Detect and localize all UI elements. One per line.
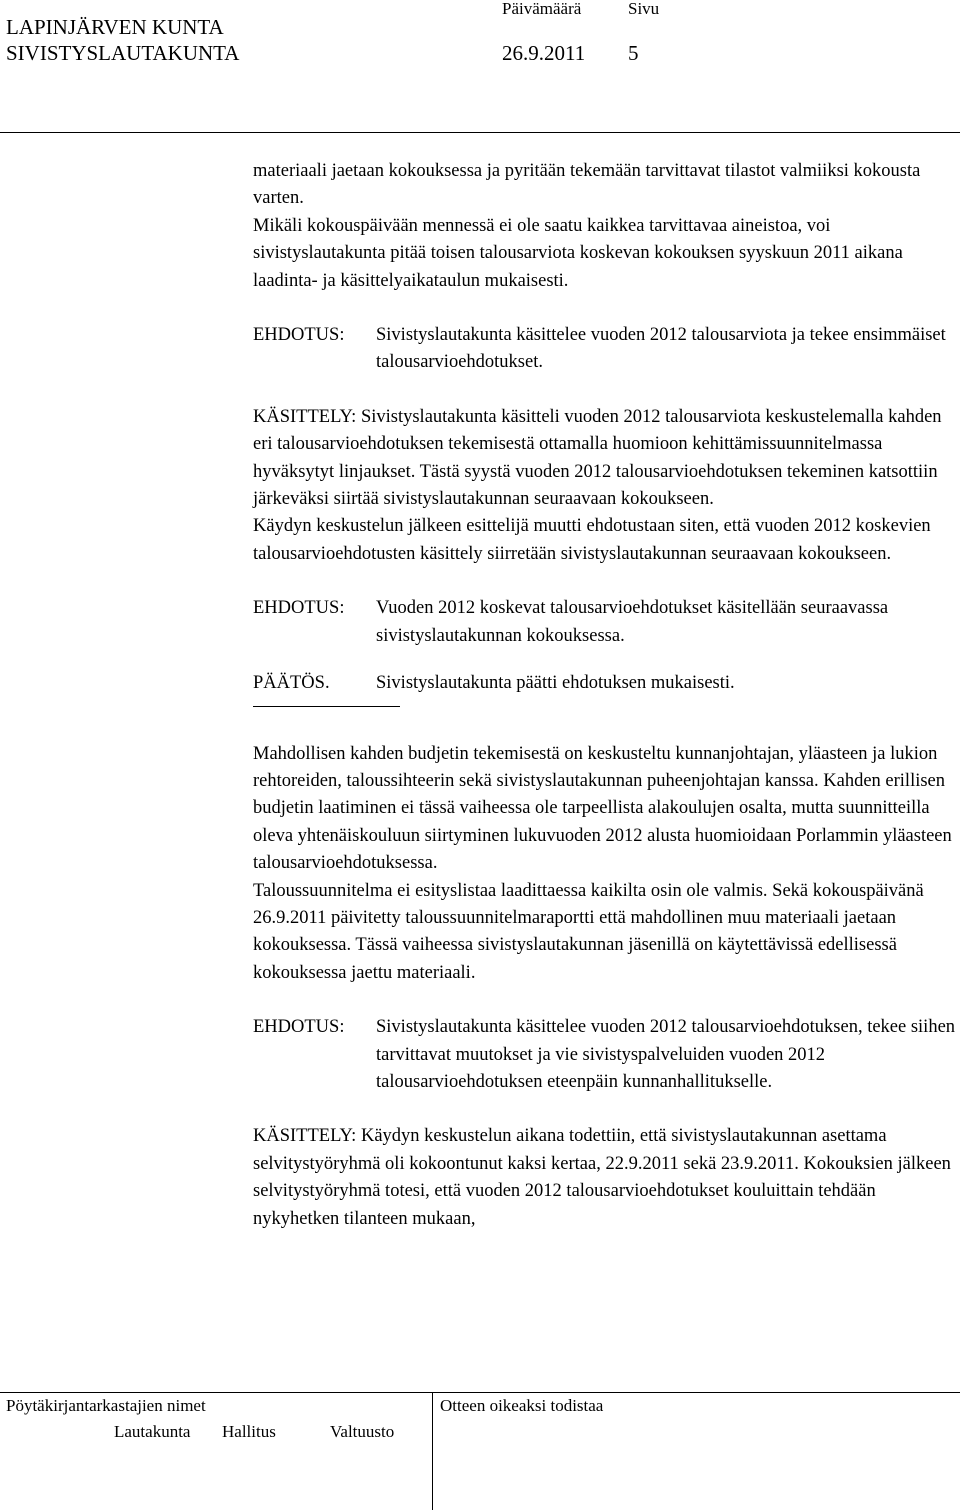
proposal-block — [253, 595, 960, 650]
section-divider — [253, 706, 400, 707]
proposal-label: EHDOTUS: — [253, 325, 345, 346]
government-label: Hallitus — [222, 1422, 276, 1441]
page-number: 5 — [628, 41, 639, 65]
paragraph: Mikäli kokouspäivään mennessä ei ole saatu kaikkea tarvittavaa aineistoa, voi sivistyslautakunta pitää toisen talousarviota koskevan kokouksen syyskuun 2011 aikana laadinta- ja käsittelyaikataulun mukaisesti. — [253, 215, 903, 291]
paragraph: materiaali jaetaan kokouksessa ja pyritään tekemään tarvittavat tilastot valmiiksi kokousta varten. — [253, 161, 921, 209]
handling-label: KÄSITTELY: — [253, 1126, 357, 1147]
decision-block — [253, 670, 960, 697]
footer-column-divider — [432, 1392, 433, 1510]
handling-text: Sivistyslautakunta käsitteli vuoden 2012 talousarviota keskustelemalla kahden eri talousarvioehdotuksen tekemisestä ottamalla huomioon kehittämissuunnitelmassa hyväksytyt linjaukset. Tästä syystä vuoden 2012 talousarvioehdotuksen tekeminen katsottiin järkeväksi siirtää sivistyslautakunnan seuraavaan kokoukseen. — [253, 406, 942, 510]
reviewers-label: Pöytäkirjantarkastajien nimet — [6, 1396, 206, 1415]
paragraph: Taloussuunnitelma ei esityslistaa laadittaessa kaikilta osin ole valmis. Sekä kokouspäivänä 26.9.2011 päivitetty taloussuunnitelmaraportti että mahdollinen muu materiaali jaetaan kokouksessa. Tässä vaiheessa sivistyslautakunnan jäsenillä on käytettävissä edellisessä kokouksessa jaettu materiaali. — [253, 880, 924, 983]
decision-label: PÄÄTÖS. — [253, 673, 330, 694]
handling-block — [253, 404, 960, 514]
date-label: Päivämäärä — [502, 0, 582, 18]
document-date: 26.9.2011 — [502, 41, 586, 65]
paragraph: Mahdollisen kahden budjetin tekemisestä on keskusteltu kunnanjohtajan, yläasteen ja lukion rehtoreiden, taloussihteerin sekä sivistyslautakunnan puheenjohtajan kanssa. Kahden erillisen budjetin laatiminen ei tässä vaiheessa ole tarpeellista alakoulujen osalta, mutta suunnitteilla oleva yhtenäiskouluun siirtyminen lukuvuoden 2012 alusta huomioidaan Porlammin yläasteen talousarvioehdotuksessa. — [253, 743, 952, 874]
header-divider — [0, 132, 960, 133]
proposal-label: EHDOTUS: — [253, 1017, 345, 1038]
footer-divider — [0, 1392, 960, 1393]
page-label: Sivu — [628, 0, 660, 18]
paragraph: Käydyn keskustelun jälkeen esittelijä muutti ehdotustaan siten, että vuoden 2012 koskevien talousarvioehdotusten käsittely siirretään sivistyslautakunnan seuraavaan kokoukseen. — [253, 516, 931, 564]
organization-name: LAPINJÄRVEN KUNTA — [6, 15, 224, 39]
document-body — [253, 158, 960, 1233]
decision-text: Sivistyslautakunta päätti ehdotuksen mukaisesti. — [376, 673, 735, 694]
proposal-text: Vuoden 2012 koskevat talousarvioehdotukset käsitellään seuraavassa sivistyslautakunnan kokouksessa. — [376, 598, 889, 646]
proposal-text: Sivistyslautakunta käsittelee vuoden 2012 talousarviota ja tekee ensimmäiset talousarvioehdotukset. — [376, 325, 946, 373]
handling-text: Käydyn keskustelun aikana todettiin, että sivistyslautakunnan asettama selvitystyöryhmä oli kokoontunut kaksi kertaa, 22.9.2011 sekä 23.9.2011. Kokouksien jälkeen selvitystyöryhmä totesi, että vuoden 2012 talousarvioehdotukset kouluittain tehdään nykyhetken tilanteen mukaan, — [253, 1126, 951, 1229]
department-name: SIVISTYSLAUTAKUNTA — [6, 41, 240, 65]
proposal-block — [253, 1014, 960, 1096]
extract-certification-label: Otteen oikeaksi todistaa — [440, 1396, 604, 1415]
board-label: Lautakunta — [114, 1422, 191, 1441]
proposal-label: EHDOTUS: — [253, 598, 345, 619]
proposal-block — [253, 322, 960, 377]
handling-block — [253, 1123, 960, 1233]
proposal-text: Sivistyslautakunta käsittelee vuoden 2012 talousarvioehdotuksen, tekee siihen tarvittavat muutokset ja vie sivistyspalveluiden vuoden 2012 talousarvioehdotuksen eteenpäin kunnanhallitukselle. — [376, 1017, 956, 1092]
handling-label: KÄSITTELY: — [253, 406, 357, 427]
signature-footer — [0, 1392, 960, 1510]
council-label: Valtuusto — [330, 1422, 395, 1441]
